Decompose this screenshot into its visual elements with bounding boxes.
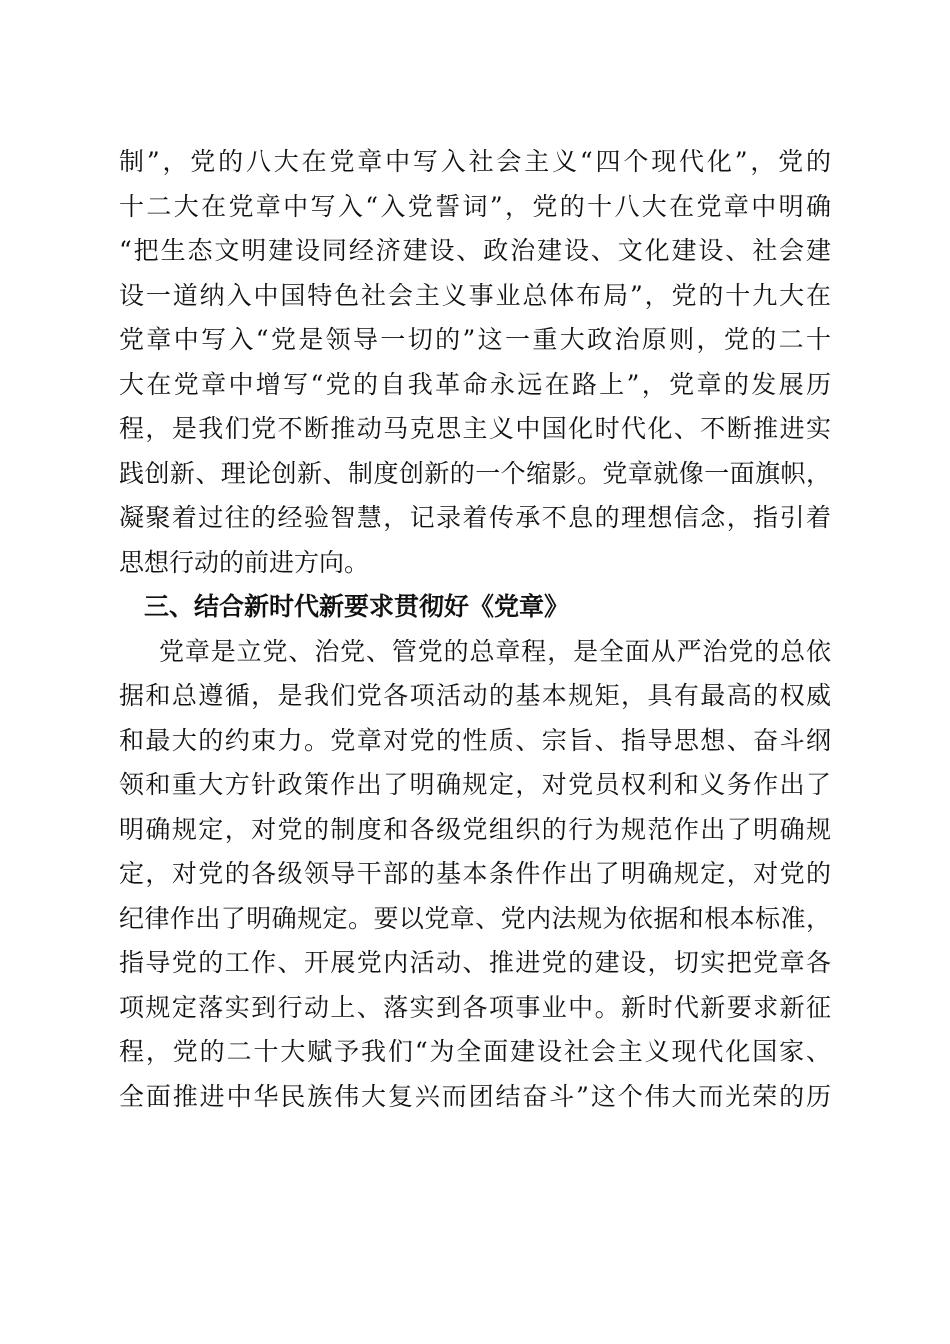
section-heading: 三、结合新时代新要求贯彻好《党章》 bbox=[144, 592, 570, 621]
text-line: 制”，党的八大在党章中写入社会主义“四个现代化”，党的 bbox=[119, 147, 831, 176]
text-line: 指导党的工作、开展党内活动、推进党的建设，切实把党章各 bbox=[119, 948, 831, 977]
text-line: “把生态文明建设同经济建设、政治建设、文化建设、社会建 bbox=[119, 236, 831, 265]
text-line: 和最大的约束力。党章对党的性质、宗旨、指导思想、奋斗纲 bbox=[119, 725, 831, 755]
text-line: 领和重大方针政策作出了明确规定，对党员权利和义务作出了 bbox=[119, 770, 831, 799]
text-line: 项规定落实到行动上、落实到各项事业中。新时代新要求新征 bbox=[119, 992, 831, 1022]
text-line: 党章中写入“党是领导一切的”这一重大政治原则，党的二十 bbox=[119, 325, 831, 354]
text-line: 凝聚着过往的经验智慧，记录着传承不息的理想信念，指引着 bbox=[119, 503, 831, 532]
text-line: 全面推进中华民族伟大复兴而团结奋斗”这个伟大而光荣的历 bbox=[119, 1081, 831, 1111]
text-line: 党章是立党、治党、管党的总章程，是全面从严治党的总依 bbox=[159, 636, 831, 666]
text-line: 程，是我们党不断推动马克思主义中国化时代化、不断推进实 bbox=[119, 414, 831, 443]
text-line: 践创新、理论创新、制度创新的一个缩影。党章就像一面旗帜， bbox=[119, 458, 831, 488]
text-line: 十二大在党章中写入“入党誓词”，党的十八大在党章中明确 bbox=[119, 191, 831, 221]
text-line: 明确规定，对党的制度和各级党组织的行为规范作出了明确规 bbox=[119, 814, 831, 844]
text-line: 思想行动的前进方向。 bbox=[119, 547, 370, 577]
document-body bbox=[119, 140, 831, 1119]
text-line: 设一道纳入中国特色社会主义事业总体布局”，党的十九大在 bbox=[119, 280, 831, 310]
paragraph-implement-constitution bbox=[119, 630, 831, 1120]
paragraph-party-constitution-history bbox=[119, 140, 831, 585]
text-line: 纪律作出了明确规定。要以党章、党内法规为依据和根本标准， bbox=[119, 903, 831, 933]
text-line: 据和总遵循，是我们党各项活动的基本规矩，具有最高的权威 bbox=[119, 681, 831, 710]
text-line: 程，党的二十大赋予我们“为全面建设社会主义现代化国家、 bbox=[119, 1037, 831, 1066]
text-line: 定，对党的各级领导干部的基本条件作出了明确规定，对党的 bbox=[119, 859, 831, 888]
text-line: 大在党章中增写“党的自我革命永远在路上”，党章的发展历 bbox=[119, 369, 831, 399]
